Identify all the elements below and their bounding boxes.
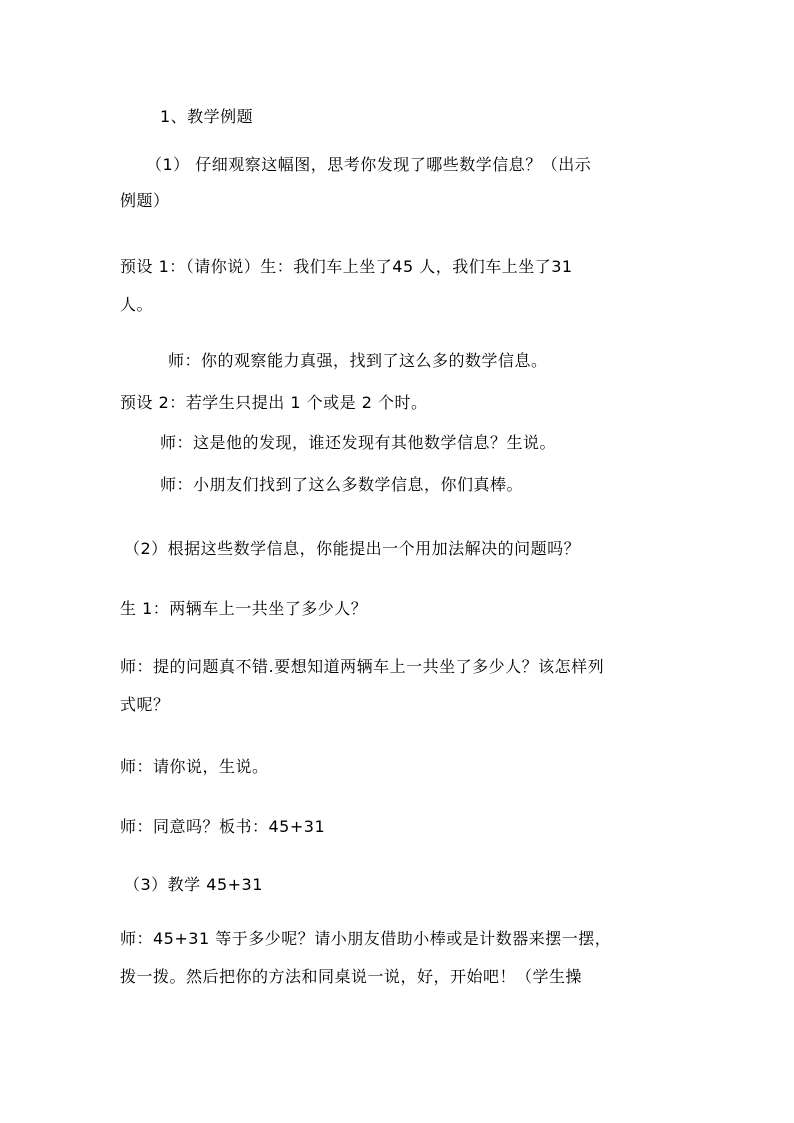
paragraph-line: 师：请你说，生说。 — [120, 757, 269, 776]
section-heading: 1、教学例题 — [160, 107, 254, 126]
paragraph-line: 式呢？ — [120, 695, 170, 714]
paragraph-line: 师：同意吗？板书：45+31 — [120, 817, 326, 836]
paragraph-line: （2）根据这些数学信息，你能提出一个用加法解决的问题吗？ — [124, 539, 581, 558]
paragraph-line: 师：提的问题真不错.要想知道两辆车上一共坐了多少人？该怎样列 — [120, 657, 605, 676]
paragraph-line: 例题） — [120, 191, 170, 210]
paragraph-line: （1） 仔细观察这幅图，思考你发现了哪些数学信息？（出示 — [146, 155, 592, 174]
paragraph-line: 师：45+31 等于多少呢？请小朋友借助小棒或是计数器来摆一摆， — [120, 929, 612, 948]
paragraph-line: （3）教学 45+31 — [124, 875, 263, 894]
paragraph-line: 师：这是他的发现，谁还发现有其他数学信息？生说。 — [160, 433, 557, 452]
paragraph-line: 人。 — [120, 295, 154, 314]
paragraph-line: 拨一拨。然后把你的方法和同桌说一说，好，开始吧！（学生操 — [120, 967, 583, 986]
paragraph-line: 生 1：两辆车上一共坐了多少人？ — [120, 599, 368, 618]
paragraph-line: 师：小朋友们找到了这么多数学信息，你们真棒。 — [160, 475, 524, 494]
paragraph-line: 师：你的观察能力真强，找到了这么多的数学信息。 — [168, 351, 548, 370]
paragraph-line: 预设 1：（请你说）生：我们车上坐了45 人，我们车上坐了31 — [120, 257, 573, 276]
paragraph-line: 预设 2：若学生只提出 1 个或是 2 个时。 — [120, 393, 428, 412]
